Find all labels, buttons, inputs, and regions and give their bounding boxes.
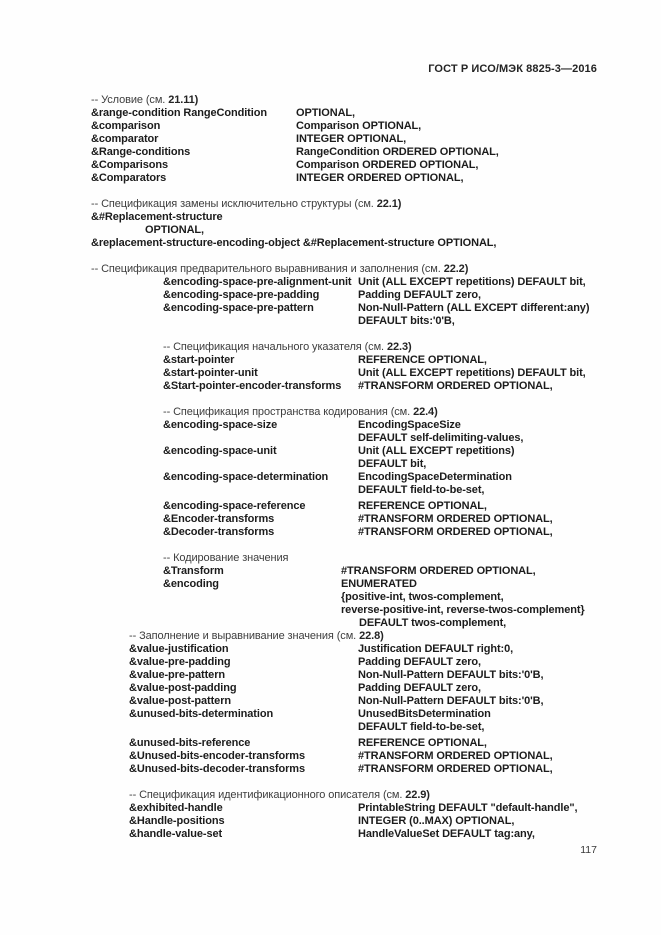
- field-label: &exhibited-handle: [129, 802, 223, 814]
- field-row: [129, 802, 621, 815]
- comment-text: -- Условие (см.: [91, 94, 169, 106]
- field-value: PrintableString DEFAULT "default-handle",: [358, 802, 578, 814]
- field-value: REFERENCE OPTIONAL,: [358, 737, 487, 749]
- field-label: [163, 458, 358, 471]
- field-label: &value-pre-pattern: [129, 669, 225, 681]
- field-row: [163, 471, 621, 484]
- field-rows: [163, 276, 621, 328]
- field-row: [91, 107, 621, 120]
- section-comment: [163, 552, 621, 565]
- section-comment: [129, 630, 621, 643]
- field-value: reverse-positive-int, reverse-twos-complement}: [341, 604, 585, 616]
- comment-clause-ref: 22.4): [413, 406, 438, 418]
- comment-text: -- Спецификация пространства кодирования (см.: [163, 406, 414, 418]
- field-value: RangeCondition ORDERED OPTIONAL,: [296, 146, 499, 158]
- field-value: DEFAULT field-to-be-set,: [358, 721, 485, 733]
- field-value: Justification DEFAULT right:0,: [358, 643, 514, 655]
- field-row: [163, 604, 621, 617]
- comment-text: -- Спецификация идентификационного описателя (см.: [129, 789, 406, 801]
- field-row: [129, 763, 621, 776]
- field-row: [163, 565, 621, 578]
- field-value: EncodingSpaceSize: [358, 419, 461, 431]
- field-value: DEFAULT self-delimiting-values,: [358, 432, 524, 444]
- field-label: &value-pre-padding: [129, 656, 231, 668]
- section-pre-alignment: [91, 263, 621, 328]
- field-label: [163, 617, 341, 630]
- field-label: &encoding-space-pre-pattern: [163, 302, 314, 314]
- section-value-padding: [129, 630, 621, 776]
- field-label: &Start-pointer-encoder-transforms: [163, 380, 342, 392]
- field-row: [91, 133, 621, 146]
- field-row: [91, 172, 621, 185]
- field-row: [163, 617, 621, 630]
- field-label: &Encoder-transforms: [163, 513, 275, 525]
- field-row: [91, 146, 621, 159]
- field-value: ENUMERATED: [341, 578, 417, 590]
- field-label: &comparator: [91, 133, 159, 145]
- field-label: &encoding-space-pre-alignment-unit: [163, 276, 352, 288]
- field-value: DEFAULT field-to-be-set,: [358, 484, 485, 496]
- field-value: #TRANSFORM ORDERED OPTIONAL,: [358, 763, 553, 775]
- field-label: &unused-bits-determination: [129, 708, 274, 720]
- field-row: [163, 578, 621, 591]
- field-rows: [129, 802, 621, 841]
- comment-clause-ref: 22.8): [359, 630, 384, 642]
- field-value: Unit (ALL EXCEPT repetitions): [358, 445, 515, 457]
- field-row: [129, 828, 621, 841]
- section-comment: [91, 198, 621, 211]
- field-row: [163, 289, 621, 302]
- section-comment: [91, 94, 621, 107]
- field-value: DEFAULT bits:'0'B,: [358, 315, 455, 327]
- field-label: &Transform: [163, 565, 224, 577]
- field-label: &Handle-positions: [129, 815, 225, 827]
- comment-clause-ref: 22.9): [405, 789, 430, 801]
- field-row: [163, 302, 621, 315]
- field-label: [163, 315, 358, 328]
- field-value: UnusedBitsDetermination: [358, 708, 491, 720]
- field-label: &unused-bits-reference: [129, 737, 251, 749]
- section-value-encoding: [163, 552, 621, 630]
- field-row: [129, 721, 621, 734]
- field-label: &value-post-pattern: [129, 695, 231, 707]
- field-label: &Comparisons: [91, 159, 169, 171]
- field-value: Non-Null-Pattern (ALL EXCEPT different:any): [358, 302, 590, 314]
- comment-text: -- Спецификация замены исключительно структуры (см.: [91, 198, 377, 210]
- field-row: [163, 419, 621, 432]
- section-encoding-space: [163, 406, 621, 539]
- comment-text: -- Спецификация начального указателя (см.: [163, 341, 387, 353]
- field-value: Unit (ALL EXCEPT repetitions) DEFAULT bit,: [358, 276, 586, 288]
- field-label: &value-post-padding: [129, 682, 237, 694]
- field-value: Unit (ALL EXCEPT repetitions) DEFAULT bit,: [358, 367, 586, 379]
- section-replacement-structure: [91, 198, 621, 250]
- field-label: &range-condition RangeCondition: [91, 107, 267, 119]
- field-value: Padding DEFAULT zero,: [358, 289, 481, 301]
- field-row: [129, 737, 621, 750]
- field-value: Non-Null-Pattern DEFAULT bits:'0'B,: [358, 695, 544, 707]
- code-line: OPTIONAL,: [145, 224, 204, 236]
- field-value: #TRANSFORM ORDERED OPTIONAL,: [358, 380, 553, 392]
- field-row: [129, 643, 621, 656]
- field-value: #TRANSFORM ORDERED OPTIONAL,: [341, 565, 536, 577]
- comment-text: -- Заполнение и выравнивание значения (см.: [129, 630, 360, 642]
- comment-clause-ref: 22.3): [386, 341, 412, 353]
- field-row: [129, 656, 621, 669]
- field-value: INTEGER (0..MAX) OPTIONAL,: [358, 815, 515, 827]
- field-value: Padding DEFAULT zero,: [358, 656, 481, 668]
- field-row: [91, 159, 621, 172]
- document-header-title: ГОСТ Р ИСО/МЭК 8825-3—2016: [428, 63, 597, 75]
- field-value: Comparison OPTIONAL,: [296, 120, 422, 132]
- field-row: [163, 354, 621, 367]
- field-label: &start-pointer: [163, 354, 235, 366]
- code-line: &replacement-structure-encoding-object &#Replacement-structure OPTIONAL,: [91, 237, 497, 249]
- field-label: &Comparators: [91, 172, 167, 184]
- field-row: [129, 815, 621, 828]
- field-label: &encoding-space-unit: [163, 445, 277, 457]
- field-rows: [163, 565, 621, 630]
- comment-clause-ref: 22.1): [376, 198, 402, 210]
- comment-clause-ref: 21.11): [168, 94, 199, 106]
- field-value: DEFAULT twos-complement,: [359, 617, 507, 629]
- field-label: [163, 604, 341, 617]
- field-row: [163, 526, 621, 539]
- section-comment: [129, 789, 621, 802]
- field-row: [129, 750, 621, 763]
- field-label: &comparison: [91, 120, 161, 132]
- field-value: Non-Null-Pattern DEFAULT bits:'0'B,: [358, 669, 544, 681]
- field-row: [129, 669, 621, 682]
- field-label: [163, 484, 358, 497]
- field-row: [163, 367, 621, 380]
- field-row: [91, 120, 621, 133]
- field-row: [129, 682, 621, 695]
- section-comment: [163, 406, 621, 419]
- field-rows: [129, 643, 621, 776]
- field-label: &value-justification: [129, 643, 229, 655]
- field-label: [163, 591, 341, 604]
- field-rows: [91, 107, 621, 185]
- section-start-pointer: [163, 341, 621, 393]
- code-line: &#Replacement-structure: [91, 211, 223, 223]
- comment-clause-ref: 22.2): [443, 263, 469, 275]
- field-label: &start-pointer-unit: [163, 367, 258, 379]
- field-row: [163, 484, 621, 497]
- field-value: {positive-int, twos-complement,: [341, 591, 504, 603]
- field-value: OPTIONAL,: [296, 107, 355, 119]
- field-label: &encoding-space-reference: [163, 500, 306, 512]
- section-comment: [91, 263, 621, 276]
- field-label: &handle-value-set: [129, 828, 223, 840]
- field-value: INTEGER OPTIONAL,: [296, 133, 407, 145]
- comment-text: -- Кодирование значения: [163, 552, 289, 564]
- field-label: [129, 721, 358, 734]
- field-row: [163, 380, 621, 393]
- field-value: #TRANSFORM ORDERED OPTIONAL,: [358, 526, 553, 538]
- field-label: &encoding: [163, 578, 219, 590]
- field-value: Comparison ORDERED OPTIONAL,: [296, 159, 479, 171]
- comment-text: -- Спецификация предварительного выравнивания и заполнения (см.: [91, 263, 444, 275]
- field-label: &Unused-bits-encoder-transforms: [129, 750, 305, 762]
- field-row: [163, 513, 621, 526]
- field-label: &Decoder-transforms: [163, 526, 275, 538]
- field-value: Padding DEFAULT zero,: [358, 682, 481, 694]
- field-label: &encoding-space-pre-padding: [163, 289, 320, 301]
- field-label: &encoding-space-determination: [163, 471, 329, 483]
- field-value: DEFAULT bit,: [358, 458, 427, 470]
- field-row: [129, 695, 621, 708]
- field-value: REFERENCE OPTIONAL,: [358, 500, 487, 512]
- field-value: #TRANSFORM ORDERED OPTIONAL,: [358, 750, 553, 762]
- field-row: [129, 708, 621, 721]
- section-comment: [163, 341, 621, 354]
- field-label: [163, 432, 358, 445]
- field-row: [163, 591, 621, 604]
- field-row: [163, 315, 621, 328]
- field-label: &Unused-bits-decoder-transforms: [129, 763, 305, 775]
- field-value: HandleValueSet DEFAULT tag:any,: [358, 828, 535, 840]
- field-row: [163, 445, 621, 458]
- field-rows: [163, 354, 621, 393]
- field-value: EncodingSpaceDetermination: [358, 471, 512, 483]
- field-value: REFERENCE OPTIONAL,: [358, 354, 487, 366]
- section-condition: [91, 94, 621, 185]
- field-label: &encoding-space-size: [163, 419, 278, 431]
- document-body: [91, 94, 621, 854]
- field-row: [163, 458, 621, 471]
- field-row: [163, 432, 621, 445]
- field-label: &Range-conditions: [91, 146, 191, 158]
- field-value: INTEGER ORDERED OPTIONAL,: [296, 172, 464, 184]
- field-value: #TRANSFORM ORDERED OPTIONAL,: [358, 513, 553, 525]
- field-row: [163, 276, 621, 289]
- field-row: [163, 500, 621, 513]
- page-number: 117: [580, 844, 597, 856]
- section-handle: [129, 789, 621, 841]
- field-rows: [163, 419, 621, 539]
